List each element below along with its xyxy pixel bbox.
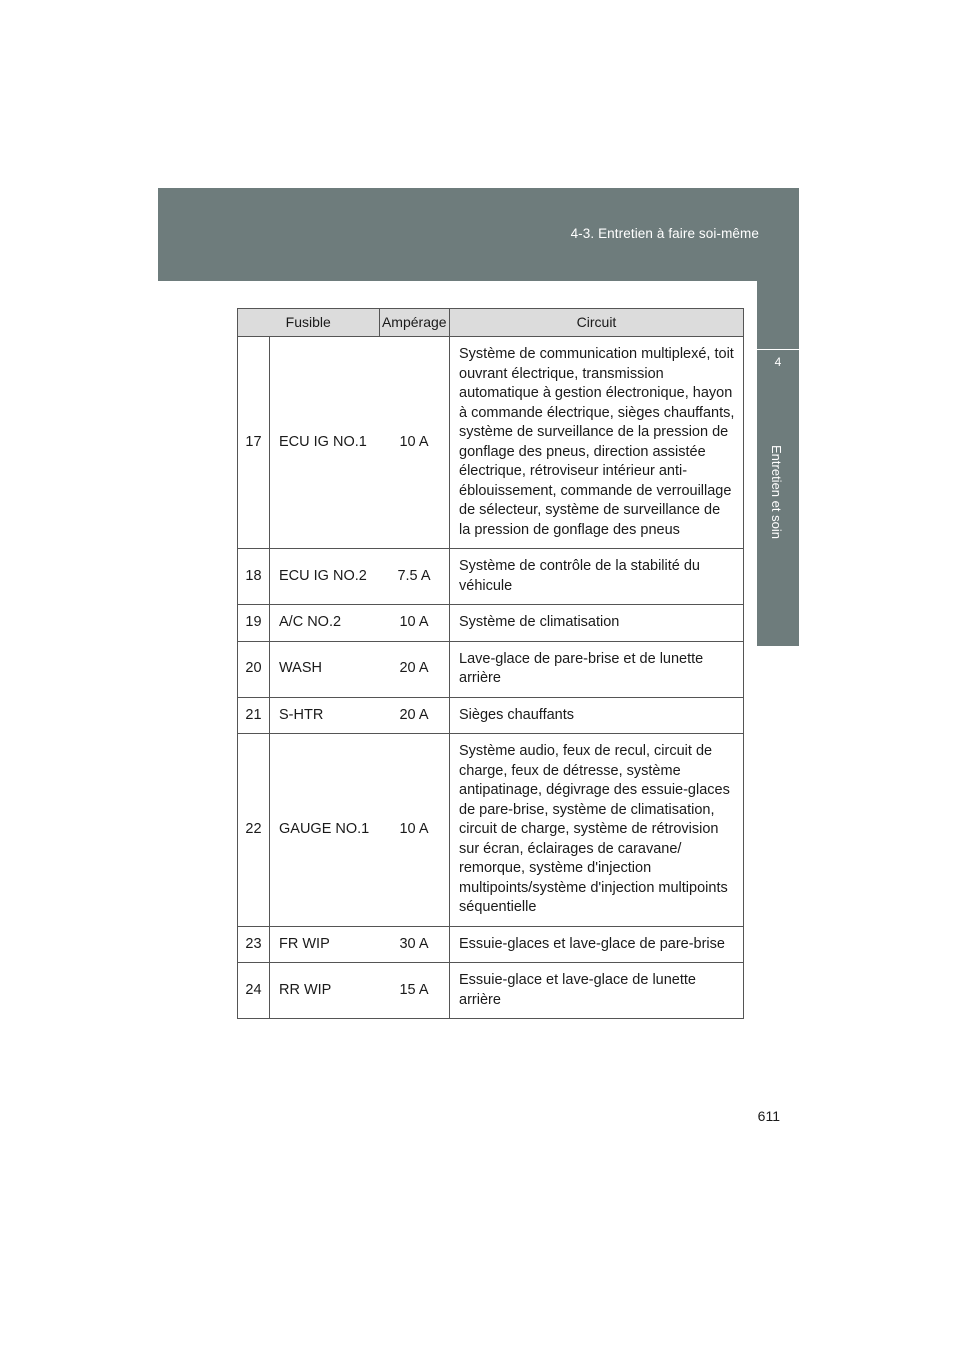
table-row — [238, 605, 744, 642]
fuse-amperage: 10 A — [379, 605, 450, 642]
fuse-name: GAUGE NO.1 — [270, 734, 380, 927]
table-row — [238, 549, 744, 605]
table-row — [238, 734, 744, 927]
page-number: 611 — [757, 1108, 780, 1124]
chapter-title: Entretien et soin — [769, 445, 784, 539]
page-header-band — [158, 188, 799, 281]
fuse-circuit: Lave-glace de pare-brise et de lunette arrière — [450, 641, 744, 697]
fuse-circuit: Système de climatisation — [450, 605, 744, 642]
fuse-circuit: Système audio, feux de recul, circuit de charge, feux de détresse, système antipatinage, dégivrage des essuie-glaces de pare-brise, système de climatisation, circuit de charge, système de rétrovision sur écran, éclairages de caravane/ remorque, système d'injection multipoints/système d'injection multipoints séquentielle — [450, 734, 744, 927]
fuse-name: WASH — [270, 641, 380, 697]
fuse-number: 21 — [238, 697, 270, 734]
fuse-number: 22 — [238, 734, 270, 927]
table-row — [238, 926, 744, 963]
fuse-table — [237, 308, 744, 1019]
fuse-number: 17 — [238, 337, 270, 549]
fuse-number: 20 — [238, 641, 270, 697]
fuse-number: 23 — [238, 926, 270, 963]
fuse-number: 19 — [238, 605, 270, 642]
table-row — [238, 697, 744, 734]
chapter-tab — [757, 350, 799, 646]
fuse-circuit: Essuie-glace et lave-glace de lunette arrière — [450, 963, 744, 1019]
fuse-name: ECU IG NO.1 — [270, 337, 380, 549]
fuse-name: S-HTR — [270, 697, 380, 734]
table-row — [238, 963, 744, 1019]
header-amperage: Ampérage — [379, 309, 450, 337]
fuse-circuit: Essuie-glaces et lave-glace de pare-brise — [450, 926, 744, 963]
table-row — [238, 337, 744, 549]
fuse-amperage: 20 A — [379, 641, 450, 697]
header-fusible: Fusible — [238, 309, 380, 337]
fuse-amperage: 7.5 A — [379, 549, 450, 605]
fuse-name: ECU IG NO.2 — [270, 549, 380, 605]
fuse-amperage: 10 A — [379, 337, 450, 549]
fuse-number: 24 — [238, 963, 270, 1019]
fuse-amperage: 10 A — [379, 734, 450, 927]
fuse-amperage: 30 A — [379, 926, 450, 963]
fuse-amperage: 15 A — [379, 963, 450, 1019]
fuse-circuit: Système de communication multiplexé, toit ouvrant électrique, transmission automatique à gestion électronique, hayon à commande électrique, sièges chauffants, système de surveillance de la pression de gonflage des pneus, direction assistée électrique, rétroviseur intérieur anti-éblouissement, commande de verrouillage de sélecteur, système de surveillance de la pression de gonflage des pneus — [450, 337, 744, 549]
table-row — [238, 641, 744, 697]
fuse-circuit: Système de contrôle de la stabilité du véhicule — [450, 549, 744, 605]
fuse-name: A/C NO.2 — [270, 605, 380, 642]
fuse-circuit: Sièges chauffants — [450, 697, 744, 734]
fuse-name: RR WIP — [270, 963, 380, 1019]
section-title: 4-3. Entretien à faire soi-même — [570, 226, 759, 241]
fuse-amperage: 20 A — [379, 697, 450, 734]
chapter-number: 4 — [774, 355, 782, 369]
fuse-number: 18 — [238, 549, 270, 605]
table-header-row — [238, 309, 744, 337]
chapter-tab-upper — [757, 281, 799, 349]
fuse-name: FR WIP — [270, 926, 380, 963]
header-circuit: Circuit — [450, 309, 744, 337]
